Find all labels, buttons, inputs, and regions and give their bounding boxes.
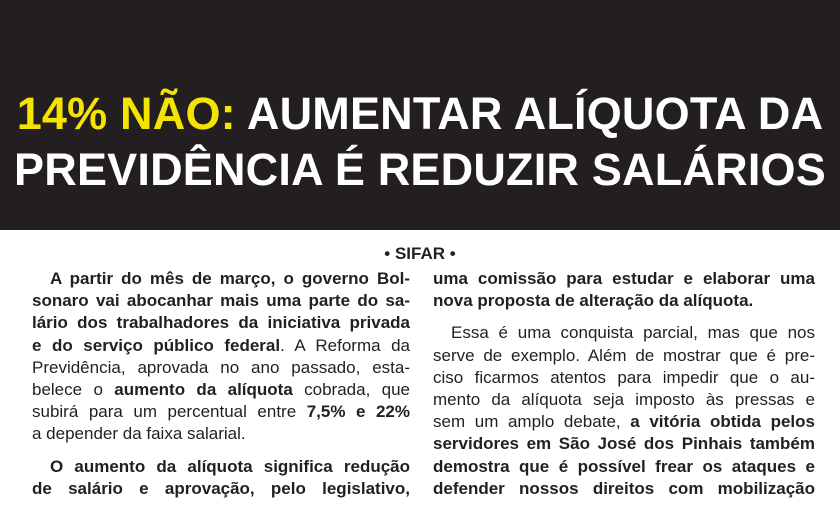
bold-text: uma comissão para estudar e elaborar uma xyxy=(433,269,815,288)
bold-text: O aumento da alíquota significa redução xyxy=(50,456,410,476)
text-line xyxy=(433,322,815,344)
text-line xyxy=(433,433,815,455)
text-line xyxy=(32,379,410,401)
body-text: cobrada, que xyxy=(292,380,411,400)
text-line xyxy=(32,357,410,379)
left-paragraph-1 xyxy=(32,268,410,446)
body-text: sem um amplo debate, xyxy=(433,412,631,432)
body-text: Essa é uma conquista parcial, mas que nos xyxy=(451,323,815,343)
bold-text: defender nossos direitos com mobilização xyxy=(433,478,815,498)
article-column-left xyxy=(32,268,410,510)
bold-text: demostra que é possível frear os ataques e xyxy=(433,456,815,476)
bold-text: e do serviço público federal xyxy=(32,335,281,355)
headline-rest: AUMENTAR ALÍQUOTA DA xyxy=(235,88,824,139)
bold-text: aumento da alíquota xyxy=(114,380,293,400)
bold-text: A partir do mês de março, o governo Bol- xyxy=(50,269,410,288)
body-text: ciso ficarmos atentos para impedir que o au- xyxy=(433,367,815,387)
text-line xyxy=(32,268,410,290)
text-line xyxy=(32,456,410,478)
right-paragraph-1 xyxy=(433,268,815,312)
text-line xyxy=(32,478,410,500)
headline-line-2: PREVIDÊNCIA É REDUZIR SALÁRIOS xyxy=(14,144,826,195)
text-line xyxy=(433,345,815,367)
bold-text: 7,5% e 22% xyxy=(306,402,410,422)
text-line xyxy=(32,423,410,445)
text-line xyxy=(433,478,815,500)
headline xyxy=(0,86,840,198)
article-column-right xyxy=(433,268,815,510)
text-line xyxy=(32,290,410,312)
body-text: belece o xyxy=(32,380,115,400)
body-text: Previdência, aprovada no ano passado, esta- xyxy=(32,357,410,377)
bold-text: a vitória obtida pelos xyxy=(630,412,815,432)
text-line xyxy=(32,335,410,357)
body-text: mento da alíquota seja imposto às pressas e xyxy=(433,390,815,410)
body-text: . A Reforma da xyxy=(280,335,411,355)
text-line xyxy=(433,411,815,433)
text-line xyxy=(433,389,815,411)
bold-text: lário dos trabalhadores da iniciativa privada xyxy=(32,313,410,333)
headline-accent: 14% NÃO: xyxy=(16,88,236,139)
body-text: a depender da faixa salarial. xyxy=(32,424,246,444)
right-paragraph-2 xyxy=(433,322,815,500)
text-line xyxy=(32,312,410,334)
left-paragraph-2 xyxy=(32,456,410,500)
text-line xyxy=(433,367,815,389)
bold-text: de salário e aprovação, pelo legislativo, xyxy=(32,478,410,498)
body-text: subirá para um percentual entre xyxy=(32,402,307,422)
headline-line-1 xyxy=(0,86,840,142)
bold-text: nova proposta de alteração da alíquota. xyxy=(433,291,754,311)
text-line xyxy=(433,268,815,290)
bold-text: servidores em São José dos Pinhais também xyxy=(433,434,815,454)
text-line xyxy=(433,456,815,478)
bold-text: sonaro vai abocanhar mais uma parte do sa- xyxy=(32,291,410,311)
text-line xyxy=(32,401,410,423)
text-line xyxy=(433,290,815,312)
body-text: serve de exemplo. Além de mostrar que é pre- xyxy=(433,345,815,365)
byline: • SIFAR • xyxy=(384,244,456,263)
